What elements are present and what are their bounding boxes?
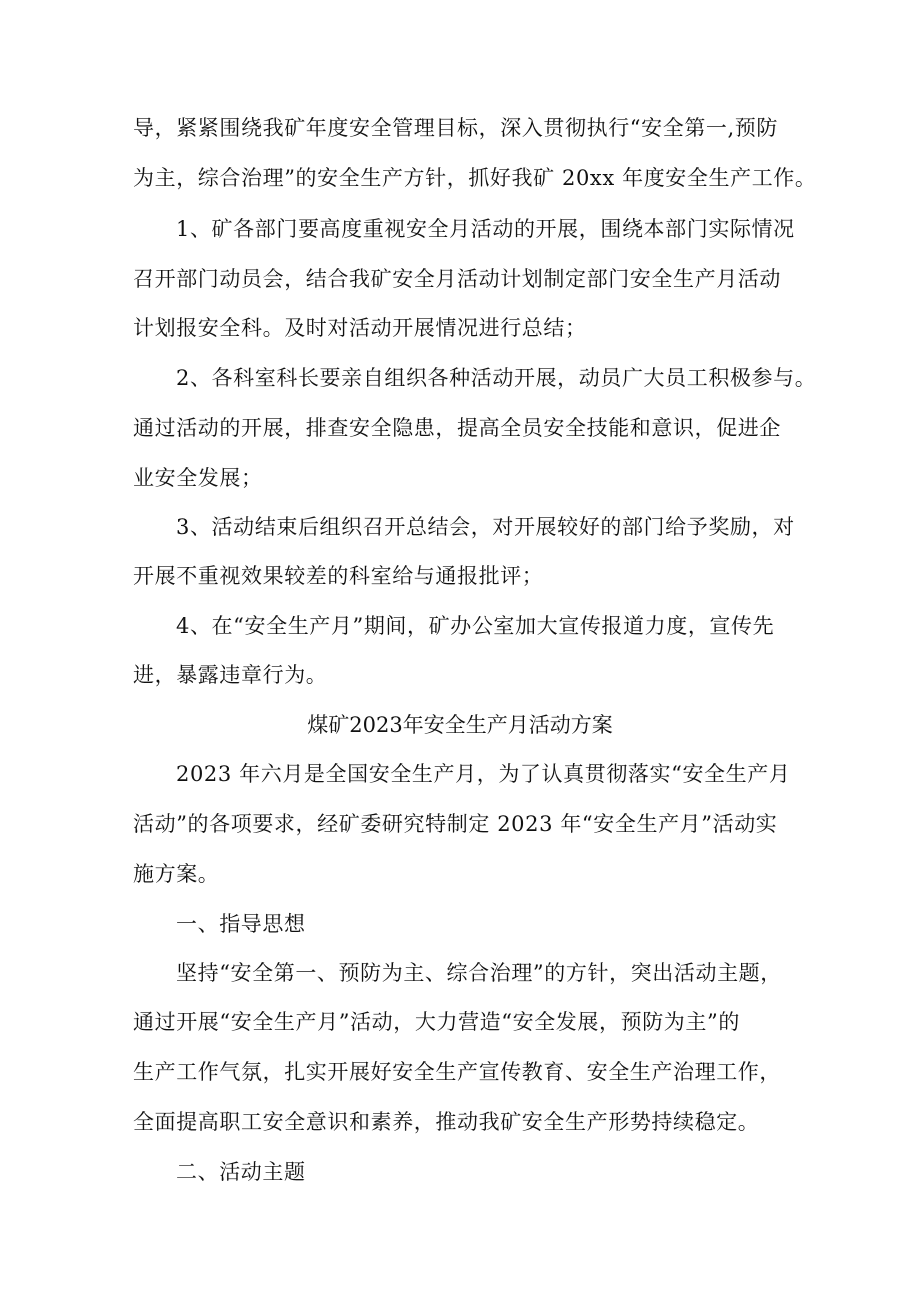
paragraph-line: 导，紧紧围绕我矿年度安全管理目标，深入贯彻执行“安全第一,预防 xyxy=(133,116,779,140)
list-item-2-line: 业安全发展； xyxy=(133,466,263,490)
heading-activity-theme: 二、活动主题 xyxy=(176,1160,306,1184)
guiding-paragraph-line: 通过开展“安全生产月”活动，大力营造“安全发展，预防为主”的 xyxy=(133,1010,740,1034)
list-item-1-line: 计划报安全科。及时对活动开展情况进行总结； xyxy=(133,316,587,340)
guiding-paragraph-line: 生产工作气氛，扎实开展好安全生产宣传教育、安全生产治理工作， xyxy=(133,1060,781,1084)
section-title: 煤矿2023年安全生产月活动方案 xyxy=(307,713,613,737)
paragraph-line: 为主，综合治理”的安全生产方针，抓好我矿 20xx 年度安全生产工作。 xyxy=(133,166,817,190)
list-item-1-line: 1、矿各部门要高度重视安全月活动的开展，围绕本部门实际情况 xyxy=(176,217,795,241)
list-item-4-line: 进，暴露违章行为。 xyxy=(133,663,328,687)
list-item-1-line: 召开部门动员会，结合我矿安全月活动计划制定部门安全生产月活动 xyxy=(133,267,781,291)
list-item-3-line: 开展不重视效果较差的科室给与通报批评； xyxy=(133,564,544,588)
list-item-4-line: 4、在“安全生产月”期间，矿办公室加大宣传报道力度，宣传先 xyxy=(176,614,775,638)
list-item-3-line: 3、活动结束后组织召开总结会，对开展较好的部门给予奖励，对 xyxy=(176,515,795,539)
guiding-paragraph-line: 坚持“安全第一、预防为主、综合治理”的方针，突出活动主题， xyxy=(176,961,782,985)
intro-paragraph-line: 活动”的各项要求，经矿委研究特制定 2023 年“安全生产月”活动实 xyxy=(133,812,778,836)
guiding-paragraph-line: 全面提高职工安全意识和素养，推动我矿安全生产形势持续稳定。 xyxy=(133,1110,760,1134)
intro-paragraph-line: 2023 年六月是全国安全生产月，为了认真贯彻落实“安全生产月 xyxy=(176,762,791,786)
list-item-2-line: 通过活动的开展，排查安全隐患，提高全员安全技能和意识，促进企 xyxy=(133,416,781,440)
heading-guiding-thought: 一、指导思想 xyxy=(176,912,306,936)
intro-paragraph-line: 施方案。 xyxy=(133,862,220,886)
list-item-2-line: 2、各科室科长要亲自组织各种活动开展，动员广大员工积极参与。 xyxy=(176,366,817,390)
